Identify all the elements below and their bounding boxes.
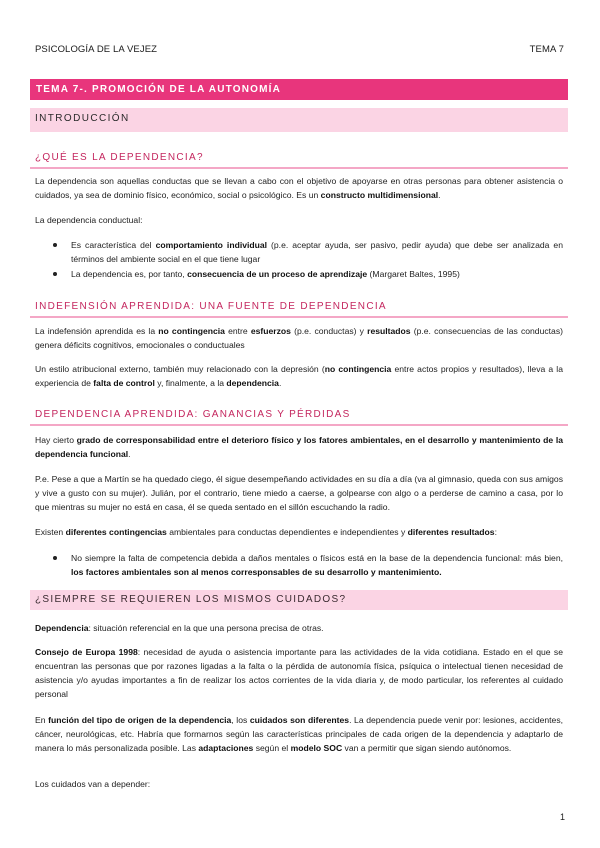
section-heading-what-is-dependency: ¿QUÉ ES LA DEPENDENCIA? (30, 149, 568, 167)
paragraph: En función del tipo de origen de la dependencia, los cuidados son diferentes. La dependencia puede venir por: lesiones, accidentes, cáncer, neurológicas, etc. Habría que formarnos según las características principales de cada origen de la dependencia y adaptarlo de manera lo más personalizada posible. Las adaptaciones según el modelo SOC van a permitir que sigan siendo autónomos. (35, 715, 564, 753)
paragraph: La indefensión aprendida es la no contingencia entre esfuerzos (p.e. conductas) y resultados (p.e. consecuencias de las conductas) genera déficits cognitivos, emocionales o conductuales (35, 326, 563, 350)
bullet-icon (53, 243, 57, 247)
paragraph: Consejo de Europa 1998: necesidad de ayuda o asistencia importante para las actividades de la vida cotidiana. Estado en el que se encuentran las personas que por razones ligadas a la falta o la pérdida de autonomía física, psíquica o intelectual tienen necesidad de asistencia y/o ayudas importantes a fin de realizar los actos corrientes de la vida diaria y, de modo particular, los referentes al cuidado personal (35, 647, 563, 699)
header-topic: TEMA 7 (529, 44, 564, 55)
section-heading-same-care: ¿SIEMPRE SE REQUIEREN LOS MISMOS CUIDADOS? (30, 590, 568, 610)
list-item: No siempre la falta de competencia debida a daños mentales o físicos está en la base de la dependencia funcional: más bien, los factores ambientales son al menos corresponsables de su desarrollo y mantenimiento. (71, 551, 563, 579)
paragraph: Hay cierto grado de corresponsabilidad entre el deterioro físico y los fatores ambientales, en el desarrollo y mantenimiento de la dependencia funcional. (35, 435, 563, 459)
paragraph: La dependencia son aquellas conductas que se llevan a cabo con el objetivo de apoyarse en otras personas para obtener asistencia o cuidados, ya sea de dominio físico, económico, social o psicológico. Es un constructo multidimensional. (35, 176, 563, 200)
example-paragraph: P.e. Pese a que a Martín se ha quedado ciego, él sigue desempeñando actividades en su día a día (va al gimnasio, queda con sus amigos y vive a gusto con su mujer). Julián, por el contrario, tiene miedo a caerse, a golpearse con algo o a perderse de camino a casa, por lo que mientras su mujer no está en casa, él se queda sentado en el sillón escuchando la radio. (35, 474, 563, 512)
paragraph: La dependencia conductual: (35, 215, 143, 225)
list-item: La dependencia es, por tanto, consecuencia de un proceso de aprendizaje (Margaret Baltes, 1995) (71, 267, 563, 281)
paragraph: Existen diferentes contingencias ambientales para conductas dependientes e independientes y diferentes resultados: (35, 527, 497, 537)
page-number: 1 (559, 812, 565, 822)
paragraph: Un estilo atribucional externo, también muy relacionado con la depresión (no contingencia entre actos propios y resultados), lleva a la experiencia de falta de control y, finalmente, a la dependencia. (35, 364, 563, 388)
chapter-title-bar: TEMA 7-. PROMOCIÓN DE LA AUTONOMÍA (30, 79, 568, 100)
introduction-heading: INTRODUCCIÓN (30, 108, 568, 132)
section-heading-learned-helplessness: INDEFENSIÓN APRENDIDA: UNA FUENTE DE DEPENDENCIA (30, 298, 568, 316)
list-item: Es característica del comportamiento individual (p.e. aceptar ayuda, ser pasivo, pedir ayuda) que debe ser analizada en términos del ambiente social en el que tiene lugar (71, 238, 563, 266)
section-heading-learned-dependency: DEPENDENCIA APRENDIDA: GANANCIAS Y PÉRDIDAS (30, 406, 568, 424)
paragraph: Los cuidados van a depender: (35, 779, 151, 789)
bullet-icon (53, 272, 57, 276)
header-course: PSICOLOGÍA DE LA VEJEZ (35, 44, 158, 55)
paragraph: Dependencia: situación referencial en la que una persona precisa de otras. (35, 623, 324, 633)
bullet-icon (53, 556, 57, 560)
